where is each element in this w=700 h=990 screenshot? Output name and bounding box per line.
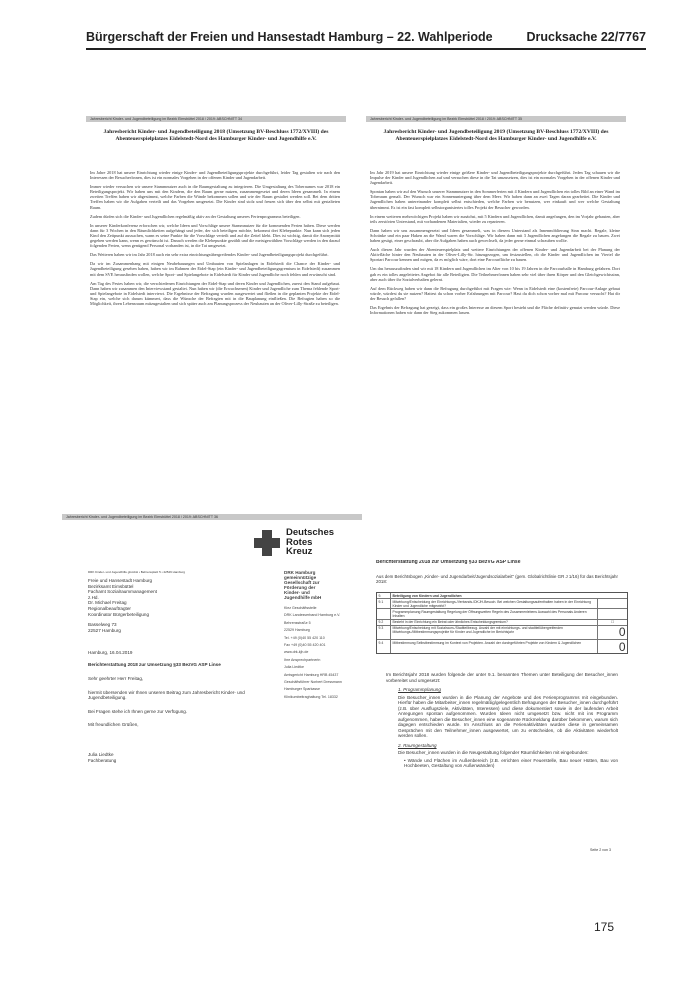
- detail-line: Julia Liedtke: [284, 665, 304, 670]
- paragraph: Die Besucher_innen wurden in die Neugestaltung folgender Räumlichkeiten mit eingebunden:: [398, 750, 589, 755]
- detail-line: Behrensstraße 5: [284, 620, 311, 625]
- parliament-title: Bürgerschaft der Freien und Hansestadt Hamburg – 22. Wahlperiode: [86, 30, 493, 44]
- org-name: [284, 570, 354, 600]
- section-heading: 1. Programmplanung: [398, 687, 441, 692]
- body-text: hiermit übersenden wir Ihnen unseren Beitrag zum Jahresbericht Kinder- und Jugendbeteiligung.: [88, 689, 245, 701]
- org-line: Jugendhilfe mbH: [284, 595, 322, 600]
- row-value: [597, 599, 627, 608]
- paragraph: Im Jahr 2019 hat unsere Einrichtung wieder einige größere Kinder- und Jugendbeteiligungsprojekte durchgeführt. Jeden Tag schauen wir die Impulse der Kinder und Jugendlichen auf und versuchen diese in die Tat umzusetzen, dies ist ein normales Vorgehen in der offenen Kinder und Jugendarbeit.: [370, 170, 620, 186]
- row-text: Besteht in der Einrichtung ein Beirat oder ähnliches Entscheidungsgremium?: [392, 620, 508, 625]
- detail-line: Tel. +49 (0)40 55 420 110: [284, 635, 325, 640]
- address-line: Regionalbeauftragter: [88, 605, 131, 611]
- paragraph: Die Besucher_innen wurden in die Planung der Angebote und des Ferienprogramms mit eingebunden. Hierfür haben die Mitarbeiter_innen regelmäßig/gelegentlich Befragungen der Besucher_innen durchgeführt (z.B. über Ausflugsziele, Aktivitäten, Interessen) und diese dokumentiert sowie in der laufenden Arbeit Anregungen spontan aufgenommen. Wurden Ideen nicht umgesetzt bzw. nicht mit ins Programm aufgenommen, haben die Besucher_innen eine sogenannte Rückmeldung darüber bekommen, warum sich dagegen entschieden wurde. Im Anschluss an die Ferienaktivitäten wurden diese in gemeinsamen Gesprächen mit den Teilnehmer_innen ausgewertet, um zu entscheiden, ob die Aktivitäten wiederholt werden sollen.: [398, 694, 618, 738]
- paragraph: Das Ergebnis der Befragung hat gezeigt, dass ein großes Interesse an diesem Sport besteht und die Fläche definitiv genutzt werden würde. Diese Informationen haben wir dann der Steg zukommen lassen.: [370, 304, 620, 316]
- paragraph: Zudem dürfen sich die Kinder- und Jugendlichen regelmäßig aktiv an der Gestaltung unseres Ferienprogramms beteiligen.: [90, 213, 301, 219]
- org-line: Kinder- und: [284, 590, 310, 595]
- row-value: [597, 609, 627, 618]
- paragraph: Am Tag des Festes haben wir, die verschiedenen Einrichtungen der Eidel-Stap und deren Kinder und Jugendlichen, zuerst den Stand aufgebaut. Dann haben wir zusammen den Interviewstand gestaltet. Nun haben wir (die Erwachsenen) Kinder und Jugendliche zum Thema fehlende Sport- und Spielangebote in Eidelstedt interviewt. Die Ergebnisse der Befragung wurden ausgewertet und fließen in die geplanten Projekte der Eidel-Stap ein, welche sich darum kümmert, dass die Wünsche der Befragten mit in die Bauplanung einfließen. Die Befragten haben so die Möglichkeit, ihren Lebensraum mitzugestalten und sich später auch am Planungsprozess der Neubauten an der Oliver-Lilly-Straße zu beteiligen.: [90, 280, 340, 306]
- section-bar: Jahresbericht Kinder- und Jugendbeteiligung im Bezirk Eimsbüttel 2018 / 2019: ABSCHNITT 36: [62, 514, 362, 520]
- table-row: [377, 609, 627, 619]
- paragraph: Das Weiteren haben wir im Jahr 2018 auch ein sehr extra einrichtungsübergreifendes Kinder- und Jugendbeteiligungsprojekt durchgeführt.: [90, 252, 329, 258]
- paragraph: Um das herauszufinden sind wir mit 18 Kindern und Jugendlichen im Alter von 10 bis 19 Jahren in die Parcourhalle in Hamburg gefahren. Dort gab es ein tolles angeleitetes Angebot für alle Beteiligten. Die Teilnehmer/innen haben sehr viel über ihren Körper und den Gleichgewichtssinn, aber auch über ihr Sozialverhalten gelernt.: [370, 266, 620, 282]
- org-details: [284, 606, 354, 702]
- page-header: [86, 30, 646, 48]
- address-line: Fachamt Sozialraummanagement: [88, 589, 157, 595]
- page-number: 175: [594, 920, 615, 934]
- salutation: Sehr geehrter Herr Freitag,: [88, 676, 144, 681]
- report-body: [90, 170, 340, 310]
- row-num: 9.3: [377, 626, 391, 639]
- logo-word: Deutsches: [286, 527, 335, 538]
- scan-page-34: [86, 112, 346, 442]
- detail-line: Amtsgericht Hamburg HRB 45437: [284, 672, 339, 677]
- row-num: 9.4: [377, 640, 391, 653]
- logo-word: Kreuz: [286, 546, 313, 557]
- red-cross-icon: [252, 528, 282, 558]
- row-num: 9.1: [377, 599, 391, 608]
- scan-page-35: [366, 112, 626, 442]
- bullet-item: • Wände und Flächen im Außenbereich (z.B. errichten einer Feuerstelle, Bau neuer Hütten, Bau von Hochbeeten, Gestaltung von Außenwänden): [404, 757, 618, 768]
- doc-number: Drucksache 22/7767: [526, 30, 646, 44]
- detail-line: Fax +49 (0)40 55 420 401: [284, 643, 326, 648]
- address-line: Freie und Hansestadt Hamburg: [88, 578, 153, 583]
- logo-word: Rotes: [286, 536, 313, 548]
- row-text: Mitbestimmung Selbstbestimmung im Kontext von Projekten. Anzahl der durchgeführten Projekte von Kindern & Jugendlichen: [392, 640, 582, 645]
- paragraph: Da wir im Zusammenhang mit einigen Neubebauungen und Umbauten von Spielanlagen in Eidelstedt die Chance der Kinder- und Jugendbeteiligung gesehen haben, haben wir im Rahmen der Eidel-Stap (ein Kinder- und Jugendbeteiligungsgremium in Eidelstedt) zusammen mit dem SVE herausfinden wollen, welche Sport- und Spielangebote in Eidelstedt für Kinder und Jugendliche noch fehlen und erwünscht sind.: [90, 261, 340, 277]
- row-text: Mitwirkung/Entscheidung mit Sozialraum-/Stadtteilbezug. Anzahl der mit einrichtungs- und stadtteilübergreifenden Mitwirkungs-/Mitbestimmungsprojekte für Kinder und Jugendliche im Berichtsjahr: [392, 626, 563, 635]
- org-line: Förderung der: [284, 585, 316, 590]
- report-text: [386, 672, 618, 773]
- letter-body: [88, 676, 248, 763]
- section-bar: Jahresbericht Kinder- und Jugendbeteiligung im Bezirk Eimsbüttel 2018 / 2019: ABSCHNITT 34: [86, 116, 346, 122]
- row-num: [377, 609, 391, 618]
- row-num: 9.2: [377, 620, 391, 625]
- report-body: [370, 170, 620, 319]
- participation-table: [376, 592, 628, 654]
- recipient-address: [88, 578, 238, 633]
- sender-line: DRK Kinder- und Jugendhilfe gGmbH • Behrensplatz 5 • 22529 Hamburg: [88, 570, 185, 574]
- detail-line: Klinikumbeitraghaltung Tel. 18332: [284, 694, 338, 699]
- body-text: Bei Fragen stehe ich Ihnen gerne zur Verfügung.: [88, 708, 188, 714]
- section-heading: 2. Raumgestaltung: [398, 742, 437, 748]
- paragraph: Im Jahre 2018 hat unsere Einrichtung wieder einige Kinder- und Jugendbeteiligungsprojekte durchgeführt, leider Tag gestalten wir nach den Interessen der Besucher/innen, dies ist ein normales Vorgehen in der offenen Kinder und Jugendarbeit.: [90, 170, 340, 181]
- address-line: Basselweg 73: [88, 622, 117, 628]
- page-footer: Seite 2 von 3: [590, 848, 611, 852]
- report-title: Jahresbericht Kinder- und Jugendbeteiligung 2019 (Umsetzung BV-Beschluss 1772/XVIII) des Abenteuerspielplatzes Eidelstedt-Nord des Hamburger Kinder- und Jugendhilfe e.V.: [383, 129, 609, 142]
- address-line: 22527 Hamburg: [88, 627, 121, 633]
- address-line: Dr. Michael Freitag: [88, 600, 127, 606]
- section-bar: Jahresbericht Kinder- und Jugendbeteiligung im Bezirk Eimsbüttel 2018 / 2019: ABSCHNITT 35: [366, 116, 626, 122]
- detail-line: Hamburger Sparkasse: [284, 687, 320, 692]
- address-line: Koordinator Bürgerbeteiligung: [88, 611, 150, 617]
- paragraph: Dann haben wir uns zusammengesetzt und Ideen gesammelt, was in diesem Unterstand als Innenmöblierung Sinn macht. Regale, kleine Schränke und ein paar Haken an die Wand waren die Vorschläge. Wir haben dann mit 3 Jugendlichen angefangen die Regale zu bauen. Zwei haben gesägt, einer geschraubt, aber die Aufgaben haben auch gewechselt, da jeder gerne einmal schrauben wollte.: [370, 227, 620, 244]
- org-line: Gesellschaft zur: [284, 580, 320, 585]
- signatory-role: Fachberatung: [88, 757, 117, 763]
- table-row: [377, 599, 627, 609]
- paragraph: Im Berichtsjahr 2018 wurden folgende der unter 9.1. benannten Themen unter Beteiligung der Besucher_innen vorbereitet und umgesetzt:: [386, 672, 618, 683]
- paragraph: Spontan haben wir auf den Wunsch unserer Stammnutzer in den Sommerferien mit 4 Kindern und Jugendlichen ein tolles Bild an einer Wand im Toberaum gemalt. Der Wunsch war ein Sonnenuntergang über dem Meer. Wir haben dann an zwei Tagen daran gearbeitet. Die Kinder und Jugendlichen haben untereinander komplett selbst entschieden, welche Farben wir benutzen, wer einkauft und wer welche Gestaltung übernimmt. Es ist ein fast komplett selbstorganisiertes tolles Projekt der Besucher geworden.: [370, 189, 620, 210]
- row-count: 0: [597, 640, 627, 653]
- address-line: z.Hd.: [88, 594, 99, 600]
- table-heading: Beteiligung von Kindern und Jugendlichen: [392, 593, 462, 598]
- row-text: Mitwirkung/Entscheidung der Einrichtungs-/Verbands-/DKJH-Besuch. Bei welchen Gestaltungsaufenthalten haben in der Einrichtung Kinder und Jugendliche mitgewirkt?: [392, 599, 591, 608]
- org-line: gemeinnützige: [284, 575, 317, 580]
- detail-line: 22529 Hamburg: [284, 628, 310, 633]
- detail-line: www.drk-kjh.de: [284, 650, 309, 655]
- closing: Mit freundlichen Grüßen,: [88, 722, 139, 728]
- detail-line: Ihre Ansprechpartnerin: [284, 657, 321, 662]
- letter-subject: Berichterstattung 2018 zur Umsetzung §33 BezVG ASP Linse: [88, 662, 221, 667]
- table-row: [377, 640, 627, 653]
- row-options: Programmplanung Raumgestaltung Regelung der Öffnungszeiten Regeln des Zusammenlebens Auswahl des Personals Anderen Inhalten: [392, 609, 587, 618]
- paragraph: Immer wieder versuchen wir unsere Stammnutzer auch in die Raumgestaltung zu integrieren. Die Umgestaltung des Toberaumes war 2018 ein Beteiligungsprojekt. Wir haben uns mit den Kindern, die den Raum gerne nutzen, zusammengesetzt und deren Ideen gesammelt. In einem zweiten Treffen haben wir abgestimmt, welche Farben die Wände bekommen sollen und wie der Raum gestaltet werden soll. Bei dem dritten Treffen haben wir die Aufgaben verteilt und das Vorgehen umgesetzt. Die Kinder sind stolz und freuen sich über den selbst mit gestalteten Raum.: [90, 184, 340, 210]
- paragraph: Auf dem Rückweg haben wir dann die Befragung durchgeführt mit Fragen wie: Wenn in Eidelstedt eine (kostenfreie) Parcour-Anlage gebaut würde, würdest du sie nutzen? Hattest du schon vorher Erfahrungen mit Parcour? Hast du dich schon vorher mal mit Parcour versucht? Hat dir der Besuch gefallen?: [370, 285, 620, 301]
- header-num-cell: 9.: [377, 593, 391, 598]
- row-checkbox: ☐: [597, 620, 627, 625]
- letter-date: Hamburg, 16.04.2019: [88, 650, 133, 655]
- address-line: Bezirksamt Eimsbüttel: [88, 583, 134, 589]
- header-rule: [86, 48, 646, 50]
- detail-line: DRK Landesverband Hamburg e.V.: [284, 613, 341, 618]
- form-intro: Aus dem Berichtsbogen „Kinder- und Jugendarbeit/Jugendsozialarbeit" (gem. Globalrichtlinie GR J 1/16) für das Berichtsjahr 2018:: [376, 574, 618, 585]
- scan-page-report-form: [372, 560, 634, 860]
- detail-line: Geschäftsführer Norbert Dressmann: [284, 680, 342, 685]
- paragraph: In unserer Kinderkonferenz erforschen wir, welche Ideen und Vorschläge unsere Stammnutzer für die kommenden Ferien haben. Diese werden dann für 3 Wochen in den Räumlichkeiten aufgehängt und jeder, der sich beteiligen möchte, bekommt drei Klebepunkte. Nun kann sich jeden Kind den Zeitpunkt aussuchen, wann es seine Punkte für die Vorschläge verteilt und auf die Zettel klebt. Dies ist wichtig, damit die Anonymität gegeben werden kann, wenn es gewünscht ist. Danach werden die Klebepunkte gezählt und die meistgewählten Vorschläge werden in den darauf folgenden Ferien, wenn genügend Personal vorhanden ist, in die Tat umgesetzt.: [90, 222, 340, 249]
- paragraph: Auch diesen Jahr wurden der Abenteuerspielplatz und weitere Einrichtungen der offenen Kinder- und Jugendarbeit bei der Planung der Aktivfläche hinter den Neubauten in der Oliver-Lilly-Str. hinzugezogen, um festzustellen, ob die Kinder und Jugendlichen im Viertel die Sportart Parcour kennen und mögen, da es möglich wäre, dort eine Parcourfläche zu bauen.: [370, 247, 620, 263]
- org-line: DRK Hamburg: [284, 570, 316, 575]
- paragraph: In einem weiteren mehrwöchigen Projekt haben wir zunächst, mit 5 Kindern und Jugendlichen, damit angefangen, den im Vorjahr gebauten, aber teils zerstörten Unterstand, mit vorhandenen Materialien, wieder zu reparieren.: [370, 213, 620, 224]
- detail-line: Kiez Geschäftsstelle: [284, 606, 317, 610]
- signatory-name: Julia Liedtke: [88, 751, 114, 757]
- row-count: 0: [597, 626, 627, 639]
- drk-logo-text: [286, 528, 334, 557]
- table-row: [377, 626, 627, 640]
- report-title: Jahresbericht Kinder- und Jugendbeteiligung 2018 (Umsetzung BV-Beschluss 1772/XVIII) des Abenteuerspielplatzes Eidelstedt-Nord des Hamburger Kinder- und Jugendhilfe e.V.: [103, 129, 329, 142]
- form-title: Berichterstattung 2018 zur Umsetzung §33 BezVG ASP Linse: [376, 560, 521, 565]
- scan-page-36-letter: [62, 510, 362, 860]
